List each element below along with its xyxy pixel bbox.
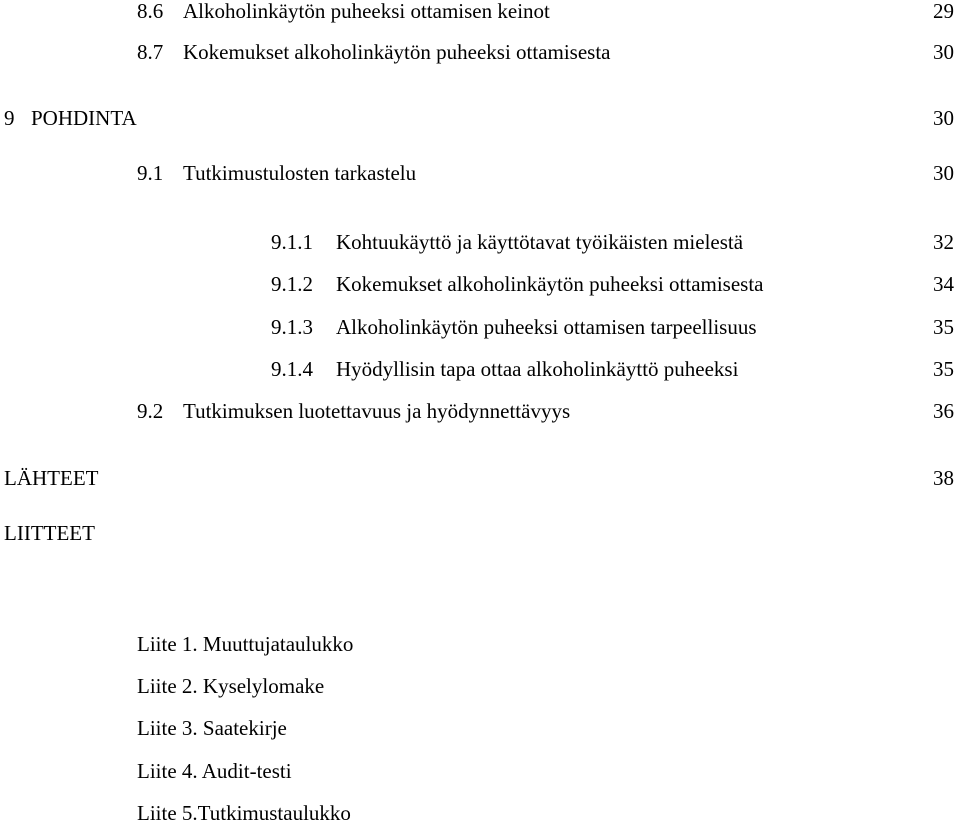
toc-entry-title: Kokemukset alkoholinkäytön puheeksi ottamisesta	[183, 40, 611, 64]
toc-entry-page: 29	[933, 0, 954, 23]
toc-entry-title: POHDINTA	[31, 106, 137, 130]
toc-entry-number: 8.7	[137, 40, 164, 64]
toc-entry-page: 35	[933, 357, 954, 381]
appendix-item: Liite 1. Muuttujataulukko	[137, 632, 354, 656]
toc-entry-8-6	[0, 0, 960, 25]
toc-entry-title: Hyödyllisin tapa ottaa alkoholinkäyttö puheeksi	[336, 357, 739, 381]
toc-entry-9-1	[0, 159, 960, 187]
toc-entry-number: 9.1.3	[271, 315, 313, 339]
toc-entry-page: 35	[933, 315, 954, 339]
toc-entry-title: Kohtuukäyttö ja käyttötavat työikäisten mielestä	[336, 230, 744, 254]
toc-entry-title: Alkoholinkäytön puheeksi ottamisen tarpeellisuus	[336, 315, 757, 339]
toc-entry-title: LÄHTEET	[4, 466, 99, 490]
toc-entry-number: 8.6	[137, 0, 164, 23]
toc-entry-liitteet	[0, 519, 960, 547]
toc-entry-9-1-1	[0, 228, 960, 256]
toc-entry-9-1-4	[0, 355, 960, 383]
toc-entry-lahteet	[0, 464, 960, 492]
toc-entry-page: 32	[933, 230, 954, 254]
appendix-item: Liite 3. Saatekirje	[137, 716, 287, 740]
toc-entry-title: Kokemukset alkoholinkäytön puheeksi ottamisesta	[336, 272, 764, 296]
toc-entry-9	[0, 104, 960, 132]
toc-entry-title: Tutkimuksen luotettavuus ja hyödynnettävyys	[183, 399, 571, 423]
toc-entry-page: 34	[933, 272, 954, 296]
toc-entry-page: 36	[933, 399, 954, 423]
toc-entry-page: 30	[933, 106, 954, 130]
toc-entry-9-2	[0, 397, 960, 425]
toc-entry-page: 38	[933, 466, 954, 490]
toc-entry-number: 9.1.1	[271, 230, 313, 254]
toc-entry-number: 9.1.4	[271, 357, 313, 381]
toc-entry-number: 9.1	[137, 161, 164, 185]
toc-entry-page: 30	[933, 161, 954, 185]
toc-entry-number: 9.1.2	[271, 272, 313, 296]
toc-entry-page: 30	[933, 40, 954, 64]
appendix-item: Liite 2. Kyselylomake	[137, 674, 325, 698]
toc-entry-8-7	[0, 38, 960, 66]
toc-entry-title: Tutkimustulosten tarkastelu	[183, 161, 417, 185]
toc-entry-number: 9.2	[137, 399, 164, 423]
toc-entry-9-1-3	[0, 313, 960, 341]
toc-entry-9-1-2	[0, 270, 960, 298]
toc-entry-number: 9	[4, 106, 15, 130]
appendix-item: Liite 5.Tutkimustaulukko	[137, 801, 351, 825]
toc-entry-title: Alkoholinkäytön puheeksi ottamisen keinot	[183, 0, 550, 23]
toc-entry-title: LIITTEET	[4, 521, 95, 545]
appendix-item: Liite 4. Audit-testi	[137, 759, 292, 783]
